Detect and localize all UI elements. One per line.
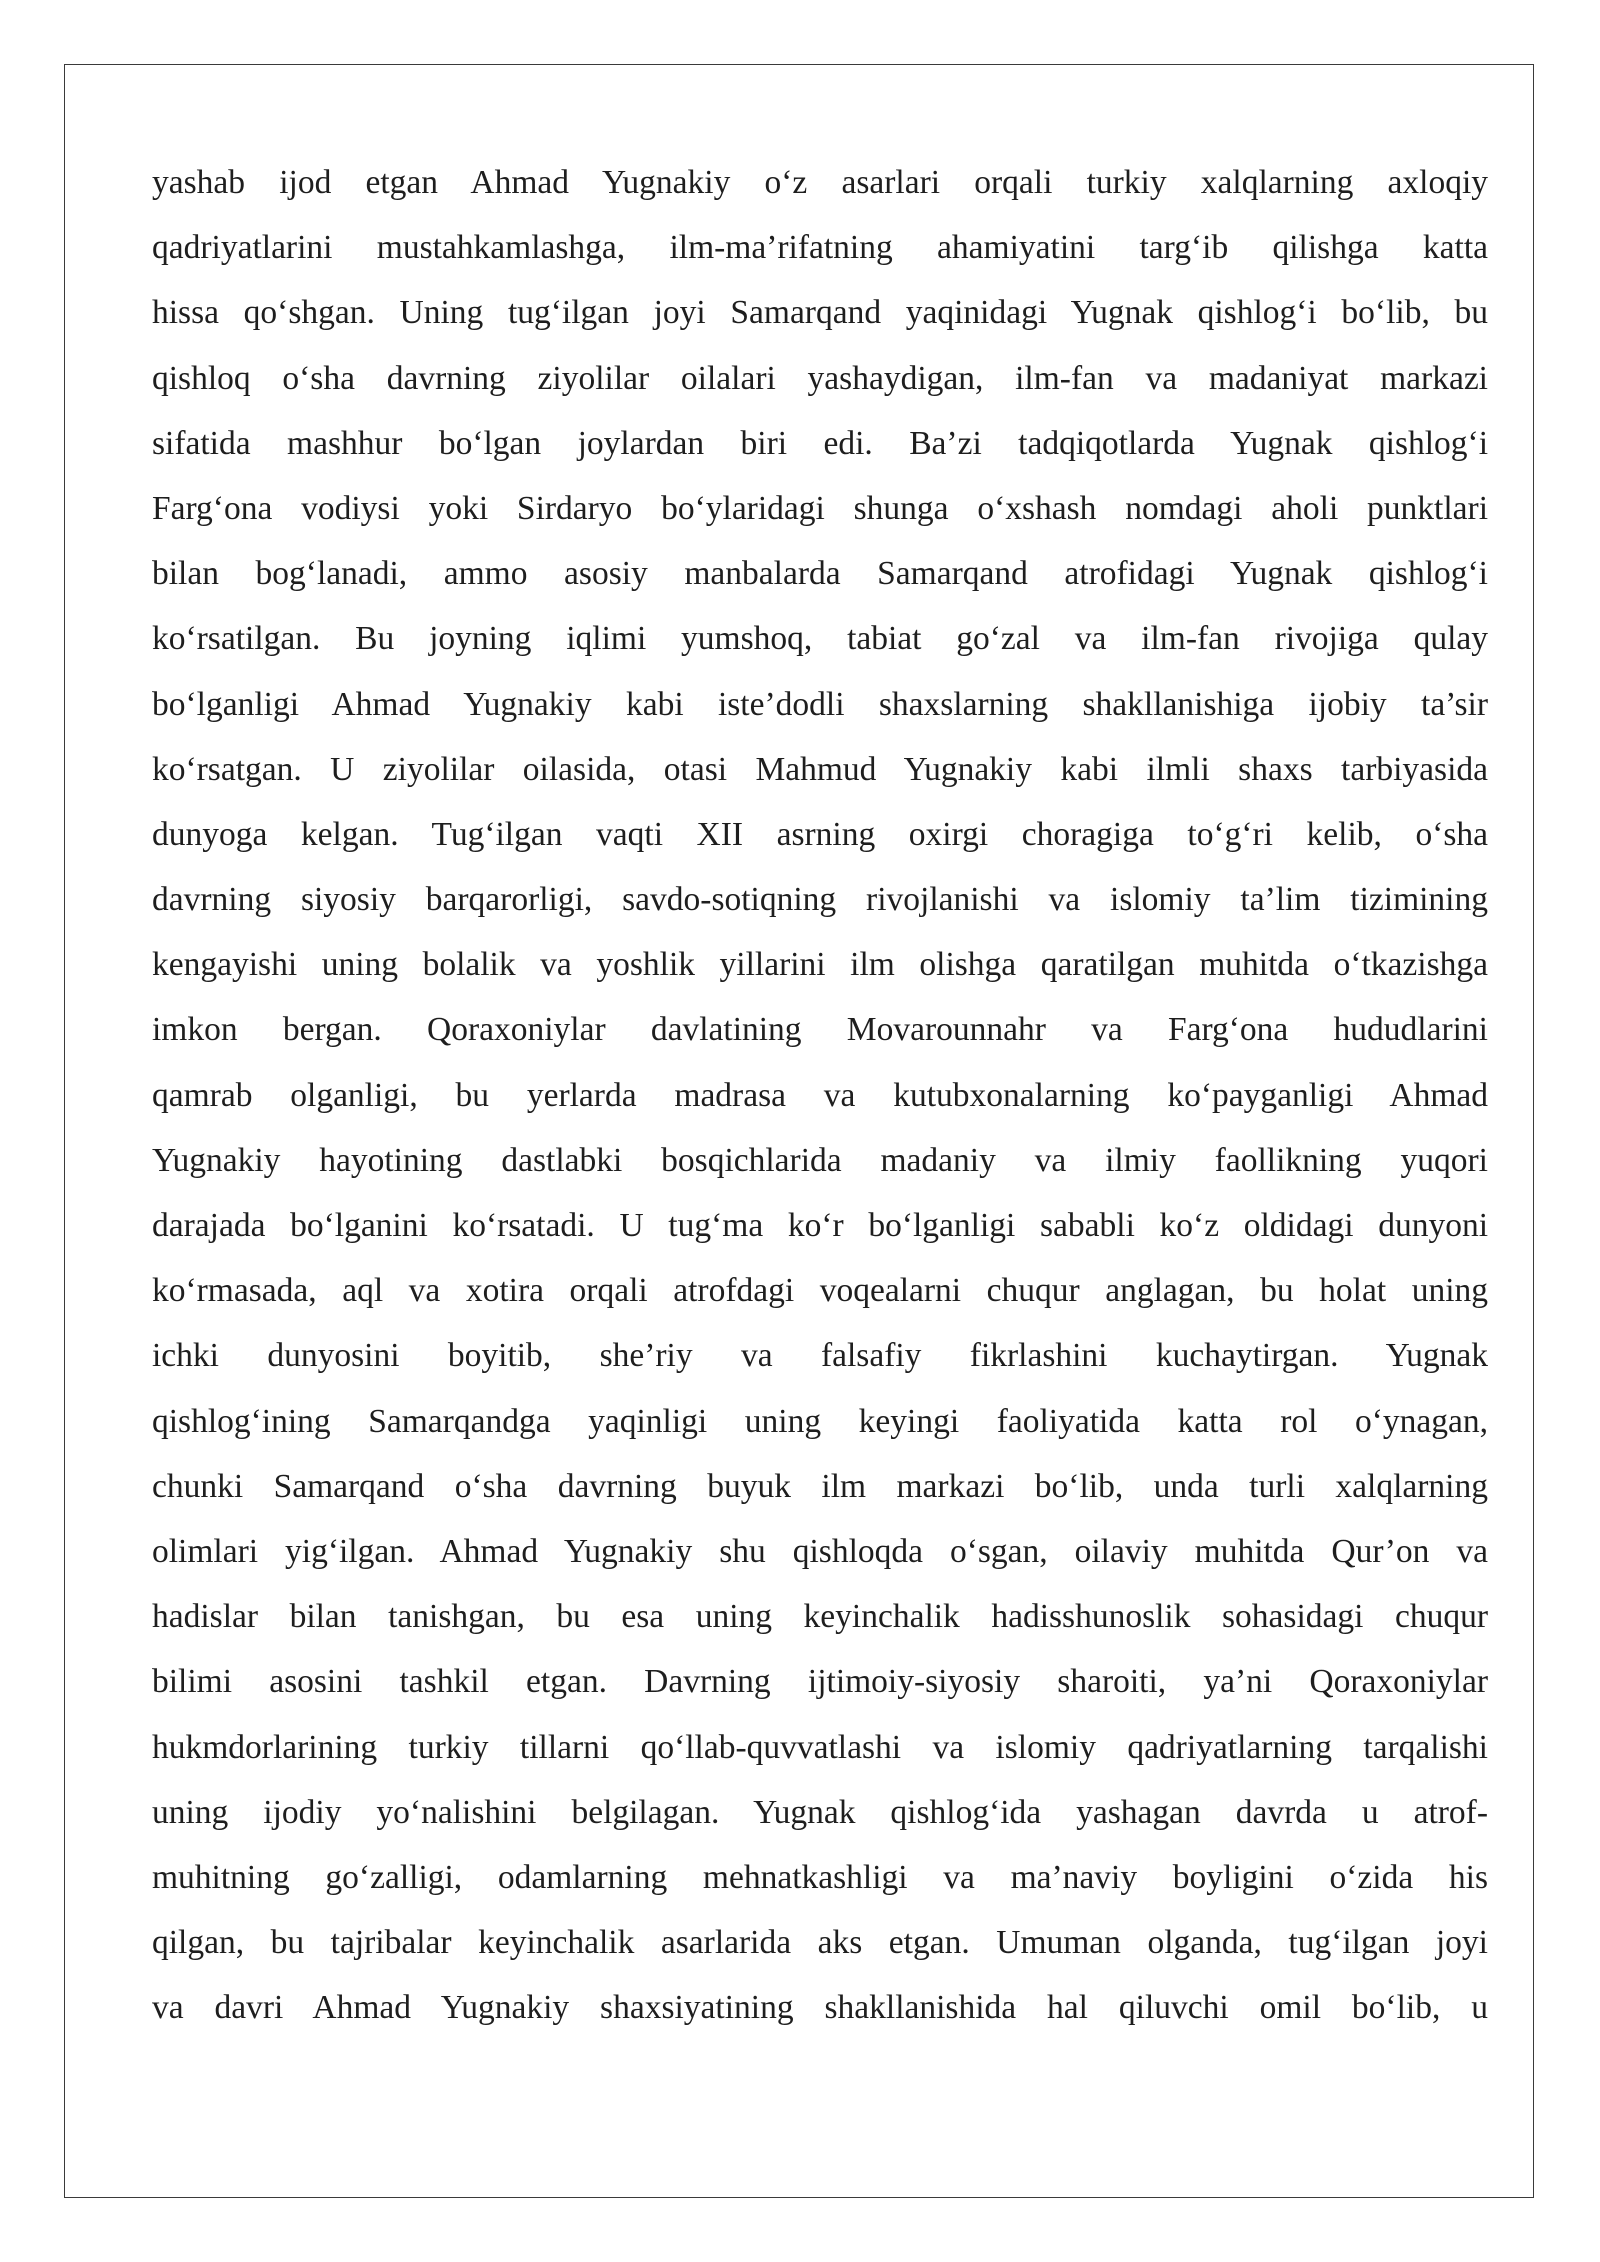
- text-line: olimlari yig‘ilgan. Ahmad Yugnakiy shu qishloqda o‘sgan, oilaviy muhitda Qur’on va: [152, 1532, 1488, 1570]
- text-line: Farg‘ona vodiysi yoki Sirdaryo bo‘ylaridagi shunga o‘xshash nomdagi aholi punktlari: [152, 489, 1488, 527]
- text-line: ko‘rmasada, aql va xotira orqali atrofdagi voqealarni chuqur anglagan, bu holat uning: [152, 1272, 1488, 1310]
- text-line: bo‘lganligi Ahmad Yugnakiy kabi iste’dodli shaxslarning shakllanishiga ijobiy ta’sir: [152, 685, 1488, 723]
- text-line: ko‘rsatilgan. Bu joyning iqlimi yumshoq, tabiat go‘zal va ilm-fan rivojiga qulay: [152, 620, 1488, 658]
- text-line: hukmdorlarining turkiy tillarni qo‘llab-quvvatlashi va islomiy qadriyatlarning tarqalishi: [152, 1728, 1488, 1766]
- text-line: davrning siyosiy barqarorligi, savdo-sotiqning rivojlanishi va islomiy ta’lim tizimining: [152, 881, 1488, 919]
- text-line: qamrab olganligi, bu yerlarda madrasa va kutubxonalarning ko‘payganligi Ahmad: [152, 1076, 1488, 1114]
- text-line: qilgan, bu tajribalar keyinchalik asarlarida aks etgan. Umuman olganda, tug‘ilgan joyi: [152, 1924, 1488, 1962]
- text-line: qishlog‘ining Samarqandga yaqinligi uning keyingi faoliyatida katta rol o‘ynagan,: [152, 1402, 1488, 1440]
- text-line: chunki Samarqand o‘sha davrning buyuk ilm markazi bo‘lib, unda turli xalqlarning: [152, 1467, 1488, 1505]
- text-line: bilan bog‘lanadi, ammo asosiy manbalarda Samarqand atrofidagi Yugnak qishlog‘i: [152, 555, 1488, 593]
- text-line: ichki dunyosini boyitib, she’riy va falsafiy fikrlashini kuchaytirgan. Yugnak: [152, 1337, 1488, 1375]
- text-line: muhitning go‘zalligi, odamlarning mehnatkashligi va ma’naviy boyligini o‘zida his: [152, 1858, 1488, 1896]
- text-line: yashab ijod etgan Ahmad Yugnakiy o‘z asarlari orqali turkiy xalqlarning axloqiy: [152, 164, 1488, 201]
- text-line: sifatida mashhur bo‘lgan joylardan biri edi. Ba’zi tadqiqotlarda Yugnak qishlog‘i: [152, 424, 1488, 462]
- text-line: bilimi asosini tashkil etgan. Davrning ijtimoiy-siyosiy sharoiti, ya’ni Qoraxoniylar: [152, 1663, 1488, 1701]
- text-line: uning ijodiy yo‘nalishini belgilagan. Yugnak qishlog‘ida yashagan davrda u atrof-: [152, 1793, 1488, 1831]
- text-line: qadriyatlarini mustahkamlashga, ilm-ma’rifatning ahamiyatini targ‘ib qilishga katta: [152, 229, 1488, 267]
- document-body-paragraph: [152, 150, 1488, 2040]
- text-line: imkon bergan. Qoraxoniylar davlatining Movarounnahr va Farg‘ona hududlarini: [152, 1011, 1488, 1049]
- text-line: darajada bo‘lganini ko‘rsatadi. U tug‘ma ko‘r bo‘lganligi sababli ko‘z oldidagi dunyoni: [152, 1207, 1488, 1244]
- text-line: ko‘rsatgan. U ziyolilar oilasida, otasi Mahmud Yugnakiy kabi ilmli shaxs tarbiyasida: [152, 750, 1488, 788]
- text-line: dunyoga kelgan. Tug‘ilgan vaqti XII asrning oxirgi choragiga to‘g‘ri kelib, o‘sha: [152, 815, 1488, 853]
- text-line: hissa qo‘shgan. Uning tug‘ilgan joyi Samarqand yaqinidagi Yugnak qishlog‘i bo‘lib, bu: [152, 294, 1488, 332]
- text-line: va davri Ahmad Yugnakiy shaxsiyatining shakllanishida hal qiluvchi omil bo‘lib, u: [152, 1989, 1488, 2027]
- text-line: kengayishi uning bolalik va yoshlik yillarini ilm olishga qaratilgan muhitda o‘tkazishga: [152, 946, 1488, 984]
- text-line: qishloq o‘sha davrning ziyolilar oilalari yashaydigan, ilm-fan va madaniyat markazi: [152, 359, 1488, 397]
- text-line: Yugnakiy hayotining dastlabki bosqichlarida madaniy va ilmiy faollikning yuqori: [152, 1141, 1488, 1179]
- text-line: hadislar bilan tanishgan, bu esa uning keyinchalik hadisshunoslik sohasidagi chuqur: [152, 1598, 1488, 1636]
